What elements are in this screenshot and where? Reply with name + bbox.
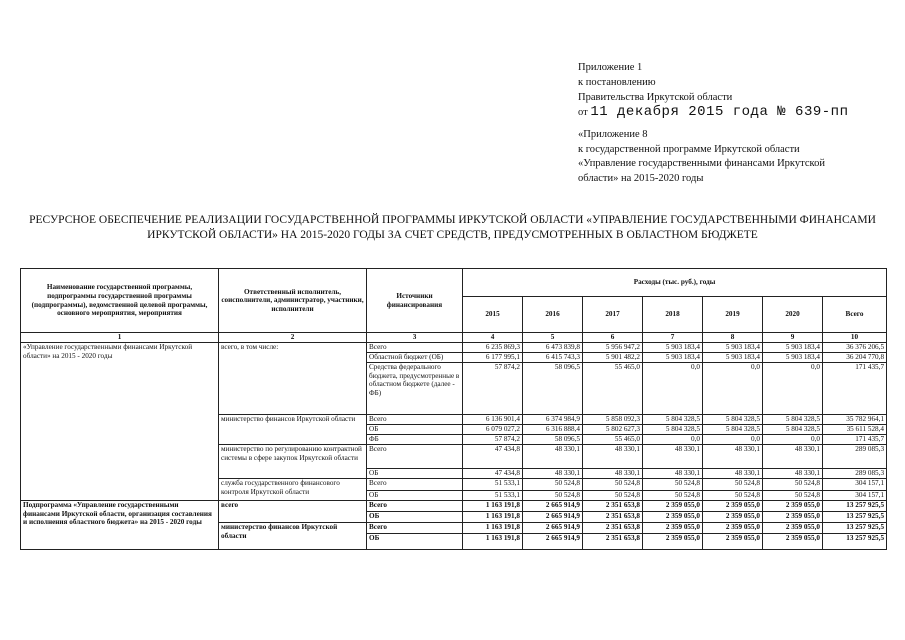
value-cell: 50 524,8: [523, 491, 583, 501]
value-cell: 50 524,8: [703, 491, 763, 501]
value-cell: 48 330,1: [763, 445, 823, 469]
source-cell: Всего: [367, 501, 463, 512]
value-cell: 5 903 183,4: [763, 343, 823, 353]
value-cell: 48 330,1: [583, 445, 643, 469]
value-cell: 6 079 027,2: [463, 425, 523, 435]
executor-contract: министерство по регулированию контрактной системы в сфере закупок Иркутской области: [219, 445, 367, 479]
value-cell: 48 330,1: [583, 469, 643, 479]
value-cell: 0,0: [703, 435, 763, 445]
value-cell: 2 351 653,8: [583, 534, 643, 550]
value-cell: 50 524,8: [643, 491, 703, 501]
table-row: [21, 343, 887, 353]
value-cell: 48 330,1: [763, 469, 823, 479]
value-cell: 48 330,1: [643, 445, 703, 469]
value-cell: 5 903 183,4: [763, 353, 823, 363]
source-cell: ОБ: [367, 491, 463, 501]
value-cell: 5 901 482,2: [583, 353, 643, 363]
value-cell: 48 330,1: [703, 445, 763, 469]
program-name: «Управление государственными финансами Иркутской области» на 2015 - 2020 годы: [21, 343, 219, 501]
source-cell: Всего: [367, 445, 463, 469]
value-cell: 2 359 055,0: [643, 501, 703, 512]
header-source: Источники финансирования: [367, 269, 463, 333]
decree-prefix: от: [578, 107, 588, 118]
value-cell: 6 235 869,3: [463, 343, 523, 353]
value-cell: 2 665 914,9: [523, 534, 583, 550]
value-cell: 2 359 055,0: [643, 523, 703, 534]
value-cell: 47 434,8: [463, 445, 523, 469]
appendix-header: [578, 60, 878, 120]
decree-line: [578, 105, 878, 120]
appendix-line-3: Правительства Иркутской области: [578, 92, 733, 103]
value-cell: 48 330,1: [703, 469, 763, 479]
value-cell: 2 351 653,8: [583, 523, 643, 534]
value-cell: 2 359 055,0: [703, 523, 763, 534]
header-year: 2016: [523, 297, 583, 333]
value-cell: 6 316 888,4: [523, 425, 583, 435]
value-cell: 50 524,8: [643, 479, 703, 491]
value-cell: 6 136 901,4: [463, 415, 523, 425]
value-cell: 58 096,5: [523, 435, 583, 445]
column-index: 4: [463, 333, 523, 343]
value-cell: 36 204 770,8: [823, 353, 887, 363]
source-cell: Всего: [367, 479, 463, 491]
column-index: 3: [367, 333, 463, 343]
value-cell: 58 096,5: [523, 363, 583, 415]
source-cell: Средства федерального бюджета, предусмотренные в областном бюджете (далее - ФБ): [367, 363, 463, 415]
value-cell: 289 085,3: [823, 469, 887, 479]
value-cell: 48 330,1: [523, 469, 583, 479]
value-cell: 13 257 925,5: [823, 512, 887, 523]
value-cell: 55 465,0: [583, 363, 643, 415]
value-cell: 13 257 925,5: [823, 501, 887, 512]
value-cell: 48 330,1: [643, 469, 703, 479]
appendix-8-header: [578, 128, 858, 186]
value-cell: 36 376 206,5: [823, 343, 887, 353]
value-cell: 47 434,8: [463, 469, 523, 479]
source-cell: ОБ: [367, 512, 463, 523]
value-cell: 5 858 092,3: [583, 415, 643, 425]
appendix2-line-3: «Управление государственными финансами Иркутской: [578, 158, 825, 169]
value-cell: 2 359 055,0: [763, 523, 823, 534]
value-cell: 35 611 528,4: [823, 425, 887, 435]
value-cell: 0,0: [703, 363, 763, 415]
value-cell: 2 359 055,0: [703, 512, 763, 523]
appendix2-line-1: «Приложение 8: [578, 129, 648, 140]
value-cell: 1 163 191,8: [463, 534, 523, 550]
value-cell: 2 665 914,9: [523, 523, 583, 534]
appendix2-line-2: к государственной программе Иркутской области: [578, 143, 800, 155]
title-line-2: ИРКУТСКОЙ ОБЛАСТИ» НА 2015-2020 ГОДЫ ЗА СЧЕТ СРЕДСТВ, ПРЕДУСМОТРЕННЫХ В ОБЛАСТНОМ БЮДЖЕТЕ: [147, 229, 758, 241]
value-cell: 304 157,1: [823, 479, 887, 491]
column-index: 2: [219, 333, 367, 343]
value-cell: 2 359 055,0: [643, 534, 703, 550]
source-cell: Областной бюджет (ОБ): [367, 353, 463, 363]
value-cell: 50 524,8: [523, 479, 583, 491]
program-all: всего, в том числе:: [219, 343, 367, 415]
source-cell: Всего: [367, 343, 463, 353]
value-cell: 5 804 328,5: [643, 425, 703, 435]
value-cell: 2 665 914,9: [523, 501, 583, 512]
value-cell: 55 465,0: [583, 435, 643, 445]
source-cell: ФБ: [367, 435, 463, 445]
column-index: 9: [763, 333, 823, 343]
resource-table: [20, 268, 887, 550]
value-cell: 304 157,1: [823, 491, 887, 501]
value-cell: 50 524,8: [763, 479, 823, 491]
header-year: 2015: [463, 297, 523, 333]
value-cell: 0,0: [763, 435, 823, 445]
executor-minfin: министерство финансов Иркутской области: [219, 415, 367, 445]
value-cell: 5 804 328,5: [763, 415, 823, 425]
value-cell: 57 874,2: [463, 363, 523, 415]
value-cell: 2 351 653,8: [583, 512, 643, 523]
appendix-line-2: к постановлению: [578, 77, 656, 88]
value-cell: 5 903 183,4: [643, 343, 703, 353]
value-cell: 57 874,2: [463, 435, 523, 445]
header-year: 2020: [763, 297, 823, 333]
value-cell: 5 804 328,5: [643, 415, 703, 425]
value-cell: 2 359 055,0: [763, 512, 823, 523]
value-cell: 13 257 925,5: [823, 534, 887, 550]
value-cell: 5 802 627,3: [583, 425, 643, 435]
header-responsible: Ответственный исполнитель, соисполнители, администратор, участники, исполнители: [219, 269, 367, 333]
value-cell: 35 782 964,1: [823, 415, 887, 425]
value-cell: 1 163 191,8: [463, 523, 523, 534]
source-cell: ОБ: [367, 425, 463, 435]
title-line-1: РЕСУРСНОЕ ОБЕСПЕЧЕНИЕ РЕАЛИЗАЦИИ ГОСУДАРСТВЕННОЙ ПРОГРАММЫ ИРКУТСКОЙ ОБЛАСТИ «УПРАВЛЕНИЕ ГОСУДАРСТВЕННЫМИ ФИНАНСАМИ: [29, 214, 876, 226]
column-index: 1: [21, 333, 219, 343]
appendix-line-1: Приложение 1: [578, 62, 643, 73]
value-cell: 5 804 328,5: [703, 425, 763, 435]
value-cell: 6 473 839,8: [523, 343, 583, 353]
header-name: Наименование государственной программы, подпрограммы государственной программы (подпрограммы), ведомственной целевой программы, основного мероприятия, мероприятия: [21, 269, 219, 333]
value-cell: 13 257 925,5: [823, 523, 887, 534]
value-cell: 50 524,8: [763, 491, 823, 501]
value-cell: 50 524,8: [583, 479, 643, 491]
value-cell: 48 330,1: [523, 445, 583, 469]
value-cell: 2 351 653,8: [583, 501, 643, 512]
subprogram-all: всего: [219, 501, 367, 523]
source-cell: Всего: [367, 523, 463, 534]
value-cell: 5 804 328,5: [763, 425, 823, 435]
value-cell: 2 359 055,0: [703, 534, 763, 550]
value-cell: 2 359 055,0: [763, 501, 823, 512]
column-index: 10: [823, 333, 887, 343]
value-cell: 6 415 743,3: [523, 353, 583, 363]
header-year: 2017: [583, 297, 643, 333]
value-cell: 289 085,3: [823, 445, 887, 469]
value-cell: 5 804 328,5: [703, 415, 763, 425]
subprogram-executor-minfin: министерство финансов Иркутской области: [219, 523, 367, 550]
subprogram-name: Подпрограмма «Управление государственными финансами Иркутской области, организация составления и исполнения областного бюджета» на 2015 - 2020 годы: [21, 501, 219, 550]
value-cell: 5 903 183,4: [703, 353, 763, 363]
value-cell: 51 533,1: [463, 479, 523, 491]
table-row: [21, 333, 887, 343]
header-year: 2019: [703, 297, 763, 333]
table-row: [21, 501, 887, 512]
value-cell: 6 374 984,9: [523, 415, 583, 425]
source-cell: ОБ: [367, 534, 463, 550]
table-row: [21, 269, 887, 297]
header-expenses: Расходы (тыс. руб.), годы: [463, 269, 887, 297]
header-year: Всего: [823, 297, 887, 333]
document-title: [20, 213, 885, 243]
value-cell: 171 435,7: [823, 435, 887, 445]
value-cell: 0,0: [643, 363, 703, 415]
value-cell: 2 359 055,0: [703, 501, 763, 512]
value-cell: 0,0: [643, 435, 703, 445]
decree-number: 11 декабря 2015 года № 639-пп: [590, 104, 849, 120]
value-cell: 5 956 947,2: [583, 343, 643, 353]
executor-control: служба государственного финансового контроля Иркутской области: [219, 479, 367, 501]
value-cell: 51 533,1: [463, 491, 523, 501]
value-cell: 50 524,8: [703, 479, 763, 491]
value-cell: 171 435,7: [823, 363, 887, 415]
value-cell: 50 524,8: [583, 491, 643, 501]
column-index: 8: [703, 333, 763, 343]
value-cell: 5 903 183,4: [643, 353, 703, 363]
value-cell: 1 163 191,8: [463, 512, 523, 523]
value-cell: 6 177 995,1: [463, 353, 523, 363]
value-cell: 2 359 055,0: [763, 534, 823, 550]
column-index: 5: [523, 333, 583, 343]
value-cell: 2 359 055,0: [643, 512, 703, 523]
column-index: 7: [643, 333, 703, 343]
value-cell: 5 903 183,4: [703, 343, 763, 353]
source-cell: ОБ: [367, 469, 463, 479]
source-cell: Всего: [367, 415, 463, 425]
header-year: 2018: [643, 297, 703, 333]
value-cell: 2 665 914,9: [523, 512, 583, 523]
column-index: 6: [583, 333, 643, 343]
appendix2-line-4: области» на 2015-2020 годы: [578, 172, 704, 184]
value-cell: 0,0: [763, 363, 823, 415]
value-cell: 1 163 191,8: [463, 501, 523, 512]
